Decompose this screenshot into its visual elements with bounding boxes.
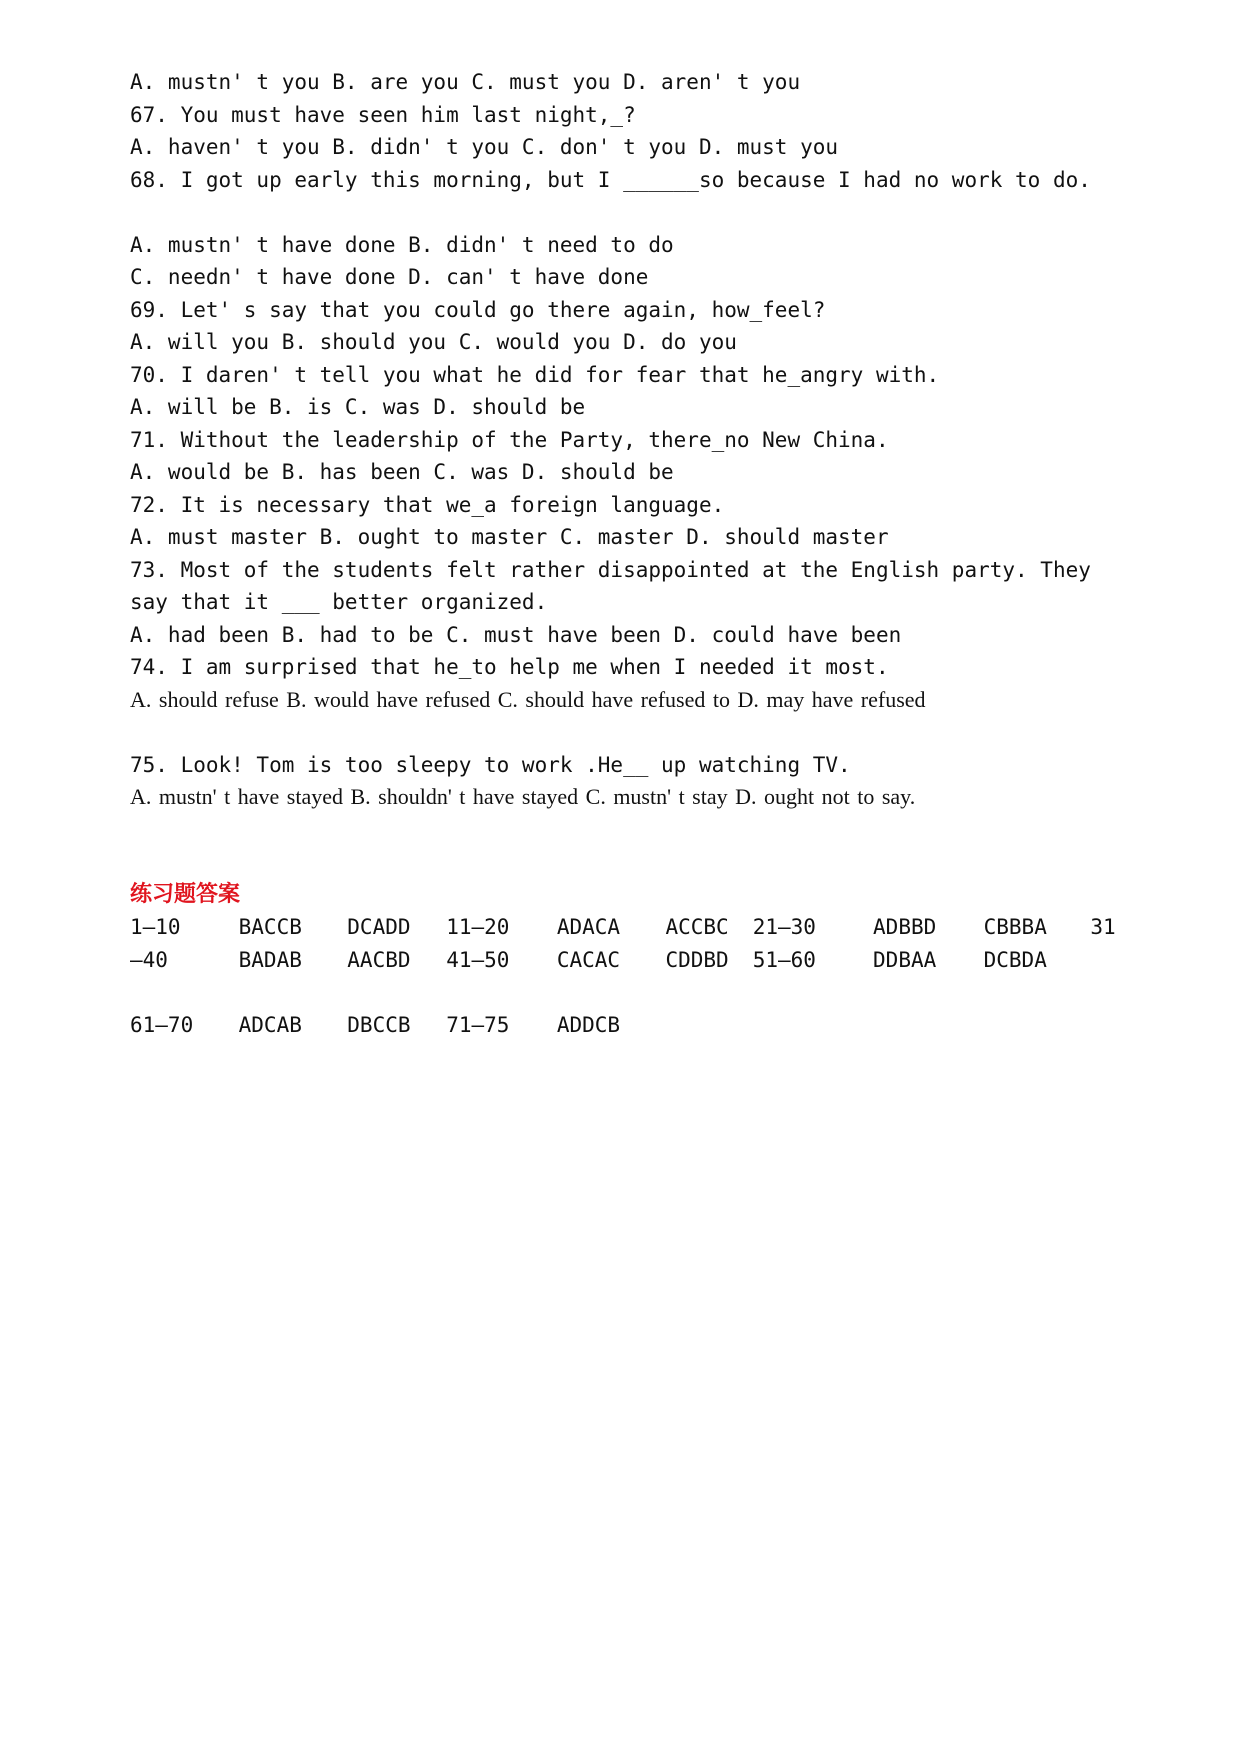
answer-set: DCADD: [347, 915, 411, 939]
blank-line: [130, 846, 1130, 879]
answer-set: BACCB: [238, 915, 302, 939]
q68-options-cd: C. needn' t have done D. can' t have done: [130, 265, 649, 289]
q72-text: 72. It is necessary that we_a foreign language.: [130, 492, 725, 517]
answer-set: ACCBC: [665, 915, 729, 939]
q72-options: A. must master B. ought to master C. master D. should master: [130, 525, 889, 549]
answer-range: 41—50: [446, 947, 510, 972]
answer-range: 21—30: [752, 915, 816, 939]
answer-range: —40: [130, 947, 168, 972]
q67-text: 67. You must have seen him last night,_?: [130, 102, 636, 127]
answer-range: [1090, 944, 1130, 977]
answer-set: ADDCB: [556, 1012, 621, 1037]
q73-options: A. had been B. had to be C. must have been D. could have been: [130, 622, 902, 647]
answer-row-1: [130, 911, 1130, 944]
q71-options: A. would be B. has been C. was D. should be: [130, 460, 674, 484]
answer-range: 51—60: [752, 947, 816, 972]
answer-range: 61—70: [130, 1012, 194, 1037]
answer-set: DCBDA: [983, 947, 1047, 972]
q71-text: 71. Without the leadership of the Party, there_no New China.: [130, 427, 889, 452]
answer-row-3: [130, 1009, 1130, 1042]
answer-range: 71—75: [446, 1012, 510, 1037]
blank-line: [130, 814, 1130, 847]
q70-options: A. will be B. is C. was D. should be: [130, 395, 586, 419]
q75-text: 75. Look! Tom is too sleepy to work .He__ up watching TV.: [130, 752, 851, 777]
answers-title: 练习题答案: [130, 881, 241, 907]
answer-range: 11—20: [446, 915, 510, 939]
answer-set: CDDBD: [665, 947, 729, 972]
blank-row: [130, 976, 1130, 1009]
q69-options: A. will you B. should you C. would you D. do you: [130, 330, 737, 354]
answer-key-table: [130, 911, 1130, 1041]
q75-options: A. mustn' t have stayed B. shouldn' t have stayed C. mustn' t stay D. ought not to say.: [130, 784, 916, 809]
answer-set: ADACA: [556, 915, 621, 939]
answer-set: DBCCB: [347, 1012, 411, 1037]
q73-text: 73. Most of the students felt rather disappointed at the English party. They say that it ___ better organized.: [130, 557, 1091, 614]
blank-line: [130, 716, 1130, 749]
q68-text: 68. I got up early this morning, but I ______so because I had no work to do.: [130, 167, 1091, 192]
answer-row-2: [130, 944, 1130, 977]
q74-options: A. should refuse B. would have refused C. should have refused to D. may have refused: [130, 686, 926, 712]
answer-range: 1—10: [130, 915, 181, 939]
blank-line: [130, 196, 1130, 229]
q70-text: 70. I daren' t tell you what he did for fear that he_angry with.: [130, 362, 940, 387]
answer-set: ADBBD: [873, 915, 937, 939]
q66-options: A. mustn' t you B. are you C. must you D. aren' t you: [130, 70, 801, 94]
q74-text: 74. I am surprised that he_to help me when I needed it most.: [130, 655, 889, 679]
answer-set: DDBAA: [873, 947, 937, 972]
answer-set: BADAB: [238, 947, 302, 972]
document-page: [130, 66, 1130, 1041]
q67-options: A. haven' t you B. didn' t you C. don' t you D. must you: [130, 135, 839, 159]
q68-options-ab: A. mustn' t have done B. didn' t need to do: [130, 232, 674, 257]
q69-text: 69. Let' s say that you could go there again, how_feel?: [130, 297, 826, 322]
answer-set: CBBBA: [983, 915, 1047, 939]
answer-set: AACBD: [347, 947, 411, 972]
answer-set: ADCAB: [238, 1012, 302, 1037]
answer-range: 31: [1090, 915, 1116, 939]
answer-set: CACAC: [556, 947, 621, 972]
